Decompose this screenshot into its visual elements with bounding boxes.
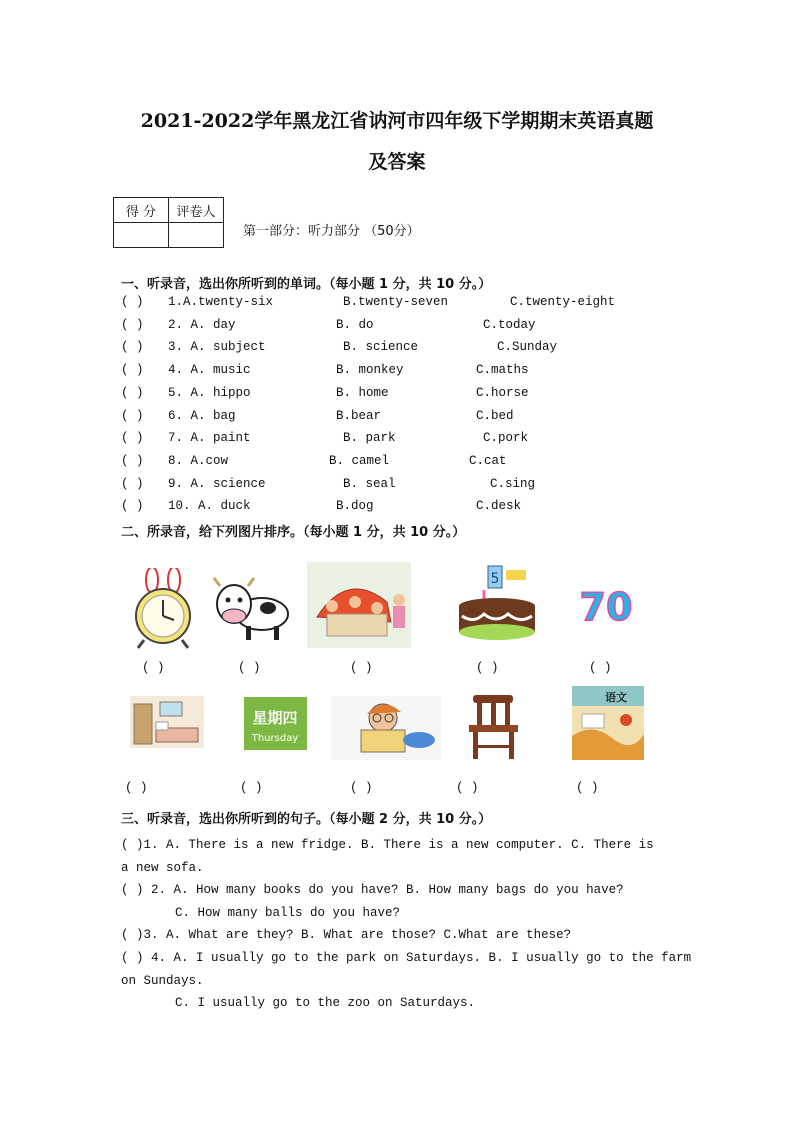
question-line: ( )3. A. What are they? B. What are those? C.What are these?: [121, 928, 572, 942]
cow-picture: [212, 576, 290, 642]
page-title-line2: 及答案: [368, 151, 426, 173]
option-a: 8. A.cow: [168, 453, 229, 468]
page-title: 2021-2022学年黑龙江省讷河市四年级下学期期末英语真题: [140, 110, 654, 132]
answer-paren[interactable]: ( ): [121, 317, 144, 332]
answer-paren[interactable]: ( ): [456, 781, 479, 795]
option-c: C.horse: [476, 385, 529, 400]
option-a: 1.A.twenty-six: [168, 295, 274, 309]
section2-heading: 二、所录音，给下列图片排序。（每小题 1 分，共 10 分。）: [121, 525, 466, 540]
answer-paren[interactable]: ( ): [121, 408, 144, 423]
option-c: C.sing: [490, 476, 536, 491]
girl-reading-picture: [331, 696, 441, 760]
answer-paren[interactable]: ( ): [589, 661, 612, 675]
option-a: 9. A. science: [168, 476, 266, 491]
chinese-book-picture: [572, 686, 644, 760]
answer-paren[interactable]: ( ): [476, 661, 499, 675]
option-a: 10. A. duck: [168, 499, 251, 514]
option-c: C.pork: [483, 431, 529, 446]
option-a: 5. A. hippo: [168, 385, 251, 400]
thursday-english: Thursday: [251, 733, 299, 744]
question-line: C. I usually go to the zoo on Saturdays.: [175, 996, 476, 1010]
answer-paren[interactable]: ( ): [121, 340, 144, 355]
answer-paren[interactable]: ( ): [121, 385, 144, 400]
birthday-cake-picture: [454, 562, 540, 648]
thursday-card: [244, 697, 307, 750]
option-b: B. do: [336, 317, 374, 332]
answer-paren[interactable]: ( ): [350, 661, 373, 675]
score-table: [113, 197, 224, 248]
thursday-chinese: 星期四: [252, 709, 298, 727]
option-b: B. home: [336, 385, 389, 400]
score-label: 得 分: [114, 198, 169, 223]
answer-paren[interactable]: ( ): [121, 499, 144, 514]
question-line: a new sofa.: [121, 861, 204, 875]
answer-paren[interactable]: ( ): [121, 363, 144, 378]
option-c: C.twenty-eight: [510, 295, 616, 309]
question-line: C. How many balls do you have?: [175, 906, 401, 920]
bedroom-picture: [130, 696, 204, 748]
cake-number: 5: [490, 571, 500, 587]
option-c: C.desk: [476, 499, 522, 514]
book-title: 语文: [605, 691, 627, 704]
score-cell[interactable]: [114, 223, 169, 248]
option-b: B.bear: [336, 408, 382, 423]
question-line: ( ) 4. A. I usually go to the park on Saturdays. B. I usually go to the farm: [121, 951, 692, 965]
option-c: C.bed: [476, 408, 514, 423]
option-a: 6. A. bag: [168, 408, 236, 423]
option-b: B. science: [343, 340, 419, 355]
answer-paren[interactable]: ( ): [125, 781, 148, 795]
part-one-heading: 第一部分：听力部分 （50分）: [243, 224, 420, 239]
option-a: 4. A. music: [168, 363, 251, 378]
picnic-picture: [307, 562, 411, 648]
option-a: 7. A. paint: [168, 431, 251, 446]
chair-picture: [465, 693, 522, 760]
option-b: B. monkey: [336, 363, 404, 378]
option-b: B. park: [343, 431, 396, 446]
answer-paren[interactable]: ( ): [350, 781, 373, 795]
option-a: 2. A. day: [168, 317, 236, 332]
question-line: ( )1. A. There is a new fridge. B. There is a new computer. C. There is: [121, 838, 654, 852]
option-c: C.cat: [469, 453, 507, 468]
question-line: on Sundays.: [121, 974, 204, 988]
question-line: ( ) 2. A. How many books do you have? B. How many bags do you have?: [121, 883, 624, 897]
section3-heading: 三、听录音，选出你所听到的句子。（每小题 2 分，共 10 分。）: [121, 812, 492, 827]
option-b: B. seal: [343, 476, 396, 491]
answer-paren[interactable]: ( ): [576, 781, 599, 795]
grader-label: 评卷人: [169, 198, 224, 223]
answer-paren[interactable]: ( ): [121, 453, 144, 468]
alarm-clock-picture: [130, 568, 196, 650]
number-seventy-text: 70: [579, 585, 633, 628]
option-b: B.dog: [336, 499, 374, 514]
answer-paren[interactable]: ( ): [121, 476, 144, 491]
option-c: C.maths: [476, 363, 529, 378]
answer-paren[interactable]: ( ): [142, 661, 165, 675]
answer-paren[interactable]: ( ): [238, 661, 261, 675]
answer-paren[interactable]: ( ): [240, 781, 263, 795]
option-b: B. camel: [329, 453, 390, 468]
answer-paren[interactable]: ( ): [121, 431, 144, 446]
answer-paren[interactable]: ( ): [121, 295, 144, 309]
option-c: C.Sunday: [497, 340, 558, 355]
option-b: B.twenty-seven: [343, 295, 449, 309]
number-seventy-picture: [574, 582, 638, 628]
option-a: 3. A. subject: [168, 340, 266, 355]
grader-cell[interactable]: [169, 223, 224, 248]
section1-heading: 一、听录音，选出你所听到的单词。（每小题 1 分，共 10 分。）: [121, 277, 492, 292]
option-c: C.today: [483, 317, 536, 332]
